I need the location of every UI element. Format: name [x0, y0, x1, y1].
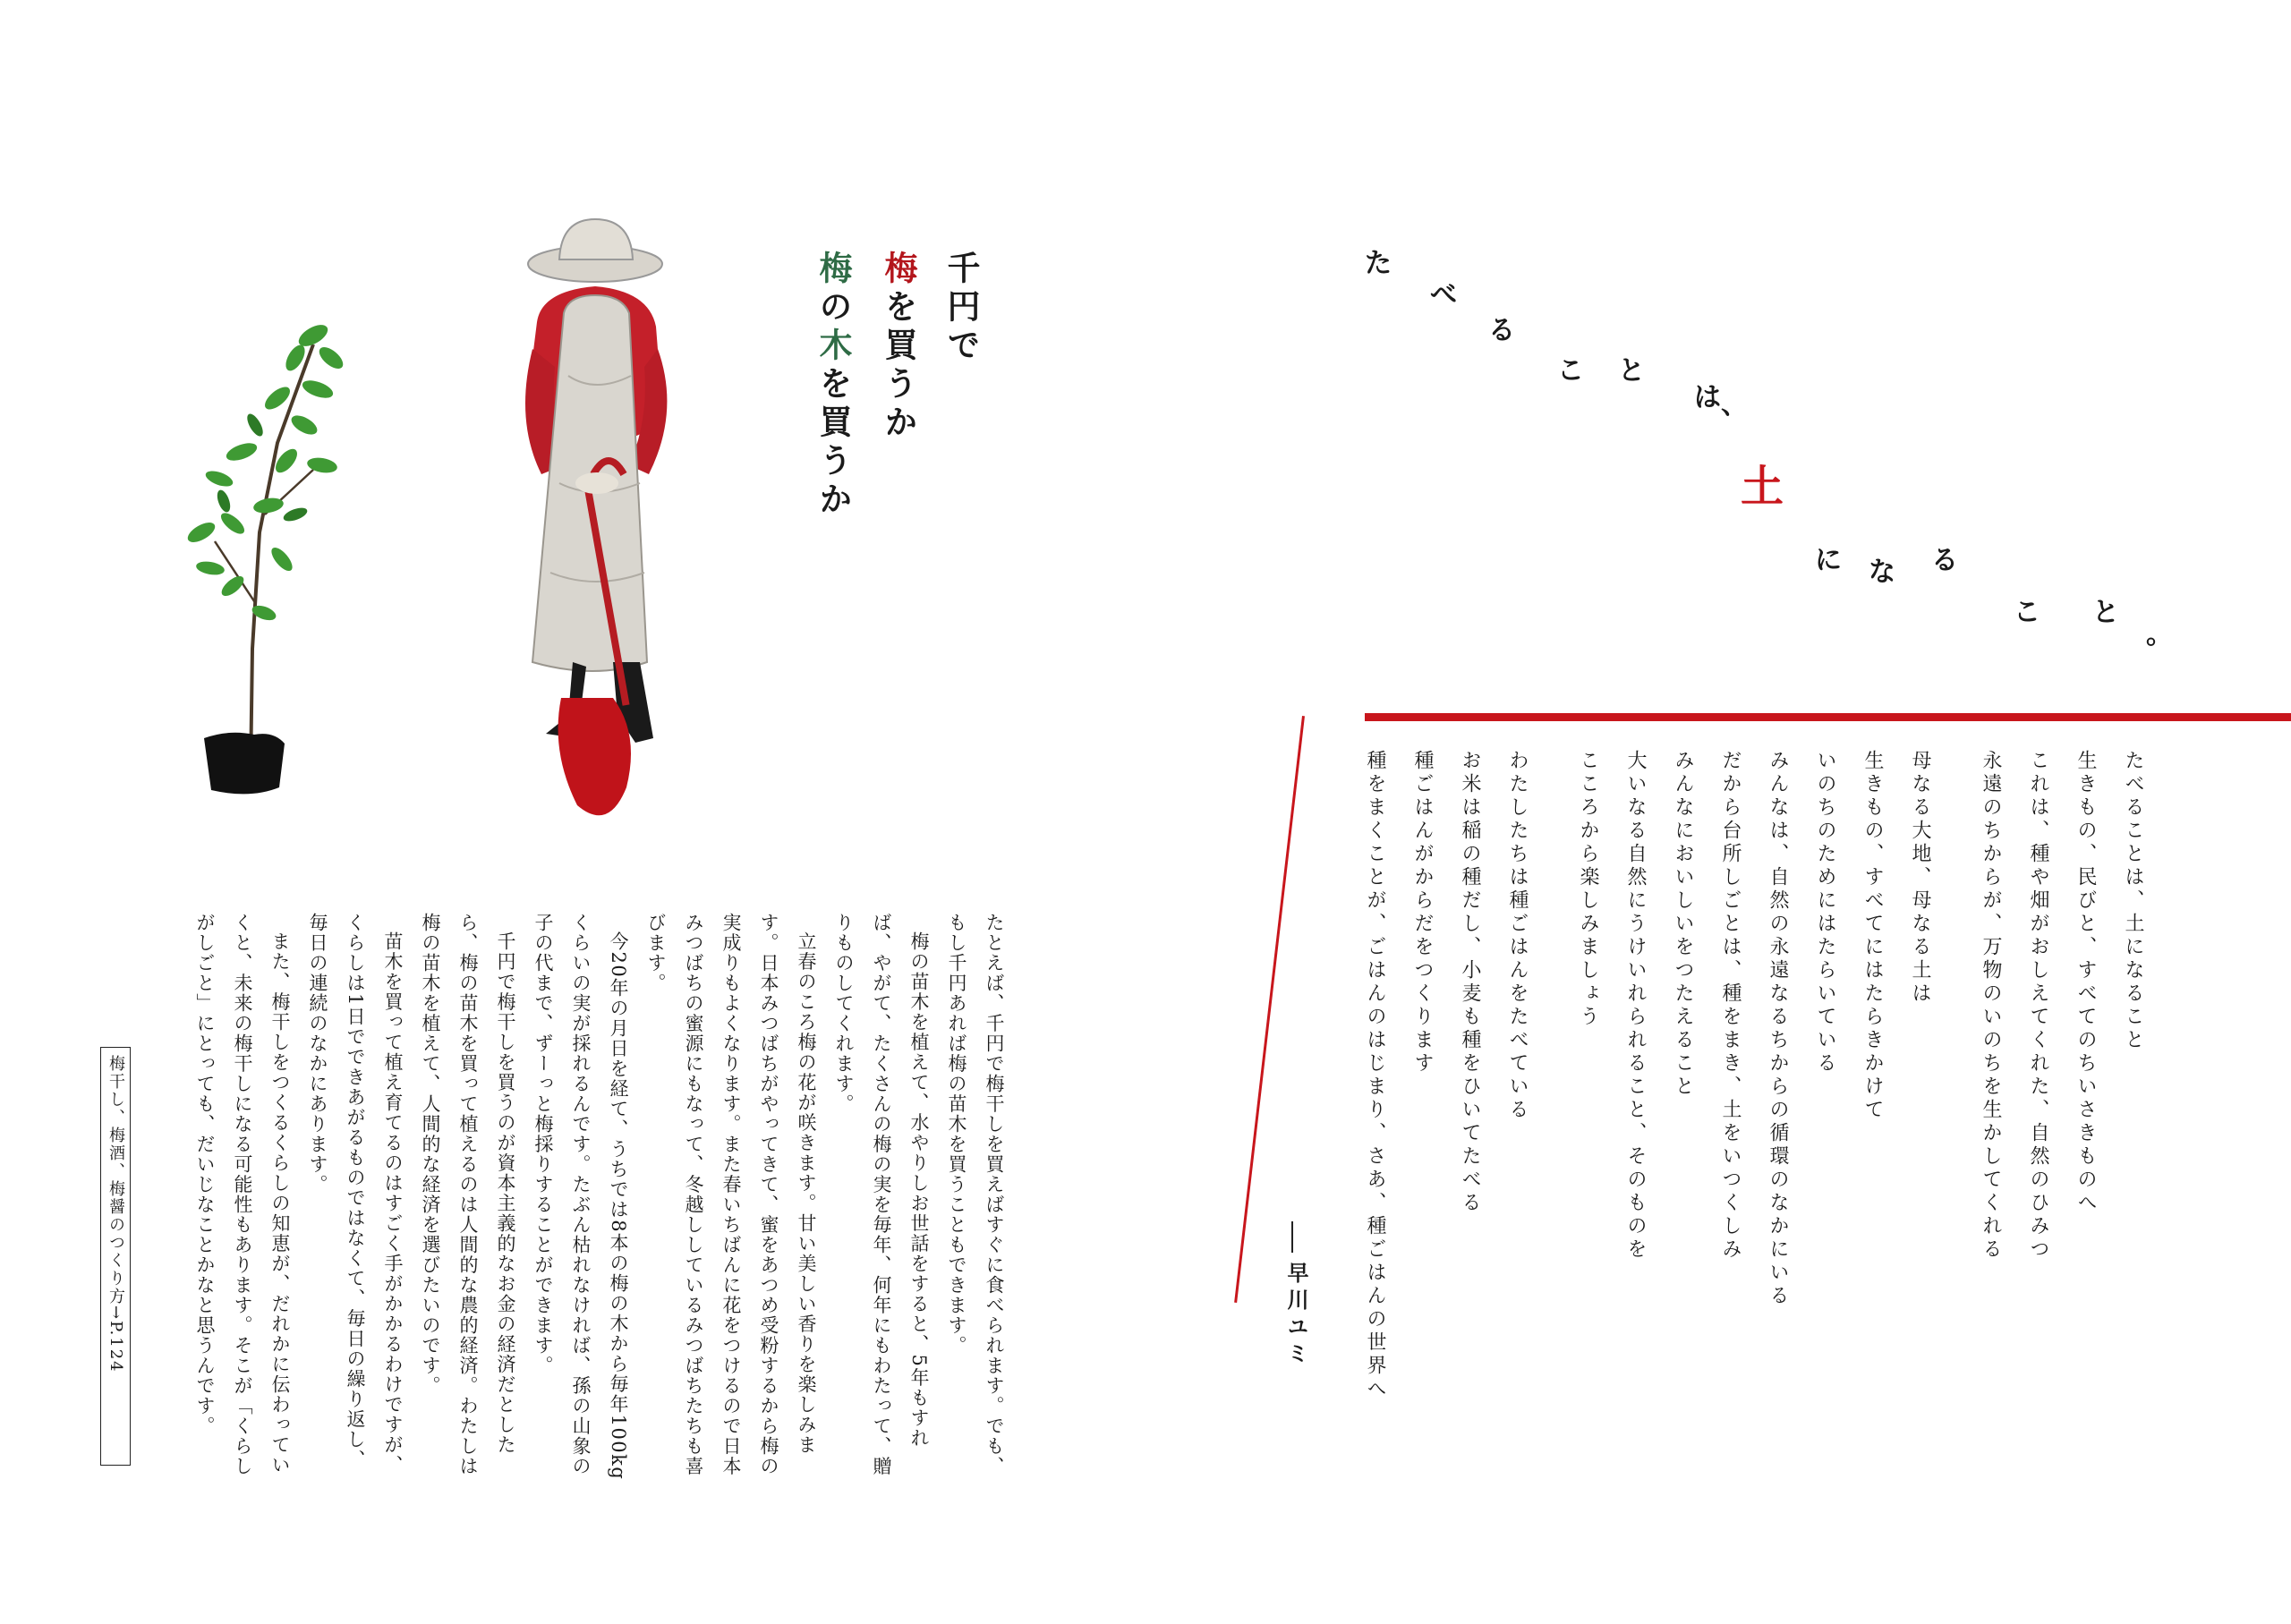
title-char: る	[1931, 545, 1958, 576]
heading-ume-green: 梅	[813, 251, 853, 289]
title-tsuchi-red: 土	[1741, 462, 1784, 512]
heading-line-3-rest: を買うか	[813, 366, 853, 520]
poem-line: 種をまくことが、ごはんのはじまり、さあ、種ごはんの世界へ	[1364, 750, 1386, 1401]
left-body-text	[186, 913, 1013, 1485]
title-char: る	[1488, 315, 1515, 346]
title-char: べ	[1430, 279, 1457, 310]
poem-line: 生きもの、すべてにはたらきかけて	[1861, 750, 1884, 1122]
heading-line-2	[879, 251, 918, 443]
poem-line: たべることは、土になること	[2122, 750, 2144, 1052]
paragraph: 梅の苗木を植えて、水やりしお世話をすると、5年もすれば、やがて、たくさんの梅の実を毎年、何年にもわたって、贈りものしてくれます。	[833, 913, 930, 1476]
poem-line: 母なる大地、母なる土は	[1909, 750, 1931, 1006]
paragraph: また、梅干しをつくるくらしの知恵が、だれかに伝わっていくと、未来の梅干しになる可能性もあります。そこが「くらしがしごと」にとっても、だいじなことかなと思うんです。	[194, 913, 291, 1476]
red-rule	[1365, 713, 2291, 721]
poem-line: みんなは、自然の永遠なるちからの循環のなかにいる	[1767, 750, 1789, 1308]
poem-line: 永遠のちからが、万物のいのちを生かしてくれる	[1980, 750, 2002, 1262]
paragraph: 千円で梅干しを買うのが資本主義的なお金の経済だとしたら、梅の苗木を買って植えるのは人間的な農的経済。わたしは梅の苗木を植えて、人間的な経済を選びたいのです。	[420, 913, 516, 1476]
poem-line: これは、種や畑がおしえてくれた、自然のひみつ	[2027, 750, 2049, 1262]
heading-ume-red: 梅	[879, 251, 918, 289]
paragraph: 苗木を買って植え育てるのはすごく手がかかるわけですが、くらしは1日でできあがるものではなくて、毎日の繰り返し、毎日の連続のなかにあります。	[307, 913, 404, 1475]
poem-line: わたしたちは種ごはんをたべている	[1506, 750, 1529, 1122]
author-name: 早川ユミ	[1283, 1262, 1308, 1369]
title-char: こ	[2014, 597, 2040, 628]
title-char: な	[1869, 557, 1895, 588]
heading-line-2-rest: を買うか	[879, 289, 918, 443]
poem-line: 生きもの、民びと、すべてのちいさきものへ	[2074, 750, 2097, 1215]
red-slant-line	[1234, 716, 1305, 1303]
title-char: と	[2092, 597, 2119, 628]
title-char: に	[1815, 545, 1842, 576]
poem-line: こころから楽しみましょう	[1577, 750, 1599, 1029]
poem-line: 種ごはんがからだをつくります	[1411, 750, 1434, 1076]
title-char: こ	[1557, 355, 1584, 387]
title-char: た	[1365, 248, 1392, 279]
heading-line-1: 千円で	[941, 251, 981, 366]
title-char: 、	[1721, 389, 1748, 421]
poem-line: お米は稲の種だし、小麦も種をひいてたべる	[1459, 750, 1481, 1215]
heading-ki-green: 木	[813, 327, 853, 366]
page-reference-box[interactable]: 梅干し、梅酒、梅醤のつくり方→P.124	[100, 1047, 131, 1466]
title-char: は	[1694, 382, 1721, 413]
author-rule	[1291, 1221, 1293, 1253]
gardener-photo	[497, 215, 703, 823]
heading-line-3	[813, 251, 853, 520]
paragraph: 今20年の月日を経て、うちでは8本の梅の木から毎年100kgくらいの実が採れるんです。たぶん枯れなければ、孫の山象の子の代まで、ずーっと梅採りすることができます。	[532, 913, 629, 1481]
poem-line: 大いなる自然にうけいれられること、そのものを	[1624, 750, 1647, 1262]
heading-no: の	[813, 289, 853, 327]
paragraph: 立春のころ梅の花が咲きます。甘い美しい香りを楽しみます。日本みつばちがやってきて、蜜をあつめ受粉するから梅の実成りもよくなります。また春いちばんに花をつけるので日本みつばちの蜜源にもなって、冬越ししているみつばちたちも喜びます。	[645, 913, 817, 1476]
paragraph: たとえば、千円で梅干しを買えばすぐに食べられます。でも、もし千円あれば梅の苗木を買うこともできます。	[946, 913, 1005, 1476]
poem-line: だから台所しごとは、種をまき、土をいつくしみ	[1719, 750, 1742, 1262]
sapling-illustration	[179, 309, 358, 810]
poem-line: いのちのためにはたらいている	[1814, 750, 1836, 1076]
title-char: 。	[2146, 619, 2173, 650]
poem-line: みんなにおいしいをつたえること	[1672, 750, 1694, 1099]
title-char: と	[1618, 355, 1645, 387]
poem	[1351, 750, 2157, 1466]
